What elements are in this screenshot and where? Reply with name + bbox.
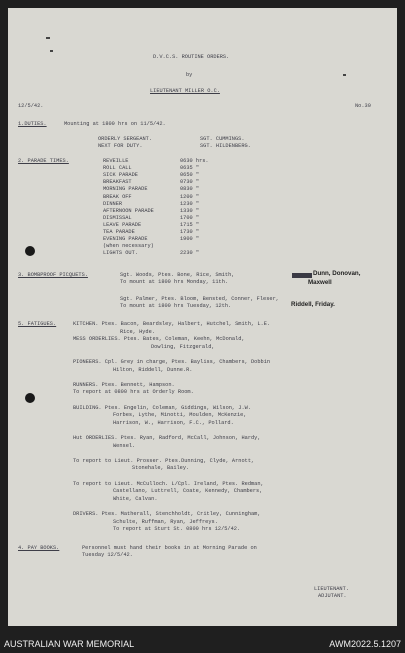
parade-time: 1900 ": [180, 236, 200, 243]
parade-label: BREAK OFF: [103, 193, 132, 200]
fatigue-line: White, Calvan.: [113, 495, 158, 502]
parade-label: SICK PARADE: [103, 172, 138, 179]
parade-label: ROLL CALL: [103, 165, 132, 172]
fatigue-line: Hilton, Riddell, Dunne.R.: [113, 366, 193, 373]
fatigue-line: To report to Lieut. McCulloch. L/Cpl. Ireland, Ptes. Redman,: [73, 480, 264, 487]
duties-heading: 1.DUTIES.: [18, 121, 47, 127]
duty-person: SGT. CUMMINGS.: [200, 136, 245, 142]
archive-name: AUSTRALIAN WAR MEMORIAL: [4, 639, 135, 649]
parade-label: TEA PARADE: [103, 229, 135, 235]
fatigues-heading: 5. FATIGUES.: [18, 321, 57, 327]
archive-footer: [0, 636, 405, 653]
fatigue-line: To report at 0800 hrs at Orderly Room.: [73, 389, 194, 396]
parade-time: 0730 ": [180, 179, 200, 186]
punch-hole: [25, 393, 35, 403]
ink-mark: [46, 37, 50, 39]
parade-time: 1200 ": [180, 193, 200, 200]
fatigue-line: PIONEERS. Cpl. Grey in charge, Ptes. Bayliss, Chambers, Dobbin: [73, 359, 271, 365]
parade-label: LEAVE PARADE: [103, 221, 142, 228]
ink-mark: [343, 74, 346, 76]
parade-time: 1730 ": [180, 229, 200, 235]
fatigue-line: Dowling, Fitzgerald,: [151, 343, 215, 350]
parade-time: 2230 ": [180, 250, 200, 257]
parade-label: REVEILLE: [103, 158, 129, 164]
fatigue-line: BUILDING. Ptes. Engelin, Coleman, Giddings, Wilson, J.W.: [73, 404, 252, 411]
pay-books-line-2: Tuesday 12/5/42.: [82, 552, 133, 558]
parade-time: 1330 ": [180, 207, 200, 214]
parade-label: EVENING PARADE: [103, 236, 148, 243]
document-page: [8, 8, 397, 626]
handwritten-names-2: Maxwell: [308, 279, 332, 286]
pay-books-heading: 4. PAY BOOKS.: [18, 545, 60, 551]
duty-role: ORDERLY SERGEANT.: [98, 136, 153, 142]
parade-label: LIGHTS OUT.: [103, 250, 138, 257]
fatigue-line: RUNNERS. Ptes. Bennett, Hampson.: [73, 381, 175, 388]
document-number: No.30: [355, 103, 371, 109]
duty-role: NEXT FOR DUTY.: [98, 143, 143, 149]
pay-books-line-1: Personnel must hand their books in at Morning Parade on: [82, 545, 257, 551]
fatigue-line: To report to Lieut. Prosser. Ptes.Dunning, Clyde, Arnott,: [73, 457, 255, 464]
ink-mark: [50, 50, 53, 52]
archive-reference: AWM2022.5.1207: [329, 639, 401, 649]
handwritten-names-1: Dunn, Donovan,: [313, 270, 361, 277]
handwritten-names-3: Riddell, Friday.: [291, 301, 335, 308]
fatigue-line: Schulte, Ruffman, Ryan, Jeffreys.: [113, 518, 218, 525]
parade-label: AFTERNOON PARADE: [103, 207, 154, 214]
duty-person: SGT. HILDENBERG.: [200, 143, 251, 149]
parade-times-heading: 2. PARADE TIMES.: [18, 158, 69, 164]
fatigue-line: KITCHEN. Ptes. Bacon, Beardsley, Halbert, Hutchel, Smith, L.E.: [73, 321, 271, 327]
parade-time: 0630 hrs.: [180, 158, 209, 164]
parade-label: BREAKFAST: [103, 179, 132, 186]
punch-hole: [25, 246, 35, 256]
duties-text: Mounting at 1800 hrs on 11/5/42.: [64, 121, 166, 127]
picquets-line-1: Sgt. Woods, Ptes. Bone, Rice, Smith,: [120, 272, 235, 278]
picquets-line-2: To mount at 1800 hrs Monday, 11th.: [120, 279, 229, 285]
parade-label: DINNER: [103, 200, 123, 207]
picquets-line-3: Sgt. Palmer, Ptes. Bloom, Bensted, Conner, Fleser,: [120, 296, 279, 302]
document-date: 12/5/42.: [18, 103, 44, 109]
parade-label: (when necessary): [103, 243, 154, 250]
fatigue-line: Harrison, W., Harrison, F.C., Pollard.: [113, 419, 234, 426]
signature-rank: LIEUTENANT.: [314, 586, 349, 592]
parade-time: 0635 ": [180, 165, 200, 172]
parade-time: 0650 ": [180, 172, 200, 179]
by-label: by: [186, 72, 193, 78]
fatigue-line: Wensel.: [113, 442, 136, 449]
fatigue-line: Hut ORDERLIES. Ptes. Ryan, Radford, McCall, Johnson, Hardy,: [73, 435, 261, 441]
fatigue-line: Rice, Hyde.: [120, 328, 155, 335]
document-author: LIEUTENANT MILLER O.C.: [150, 88, 220, 94]
document-title: D.V.C.S. ROUTINE ORDERS.: [153, 54, 230, 60]
parade-time: 1230 ": [180, 200, 200, 207]
fatigue-line: To report at Sturt St. 0800 hrs 12/5/42.: [113, 526, 241, 533]
picquets-heading: 3. BOMBPROOF PICQUETS.: [18, 272, 88, 278]
fatigue-line: MESS ORDERLIES. Ptes. Bates, Coleman, Keehn, McDonald,: [73, 336, 245, 343]
parade-time: 0830 ": [180, 186, 200, 193]
parade-label: MORNING PARADE: [103, 186, 148, 193]
fatigue-line: Castellano, Luttrell, Coate, Kennedy, Chambers,: [113, 488, 263, 495]
parade-time: 1715 ": [180, 221, 200, 228]
parade-label: DISMISSAL: [103, 214, 132, 221]
parade-time: 1700 ": [180, 214, 200, 221]
fatigue-line: DRIVERS. Ptes. Matherall, Stenchholdt, Critley, Cunningham,: [73, 511, 261, 517]
picquets-line-4: To mount at 1800 hrs Tuesday, 12th.: [120, 303, 232, 309]
fatigue-line: Forbes, Lythe, Minotti, Moulden, McKenzie,: [113, 412, 247, 419]
fatigue-line: Stonehale, Bailey.: [132, 465, 190, 472]
signature-title: ADJUTANT.: [318, 593, 347, 599]
crossed-out-text: [292, 273, 312, 278]
